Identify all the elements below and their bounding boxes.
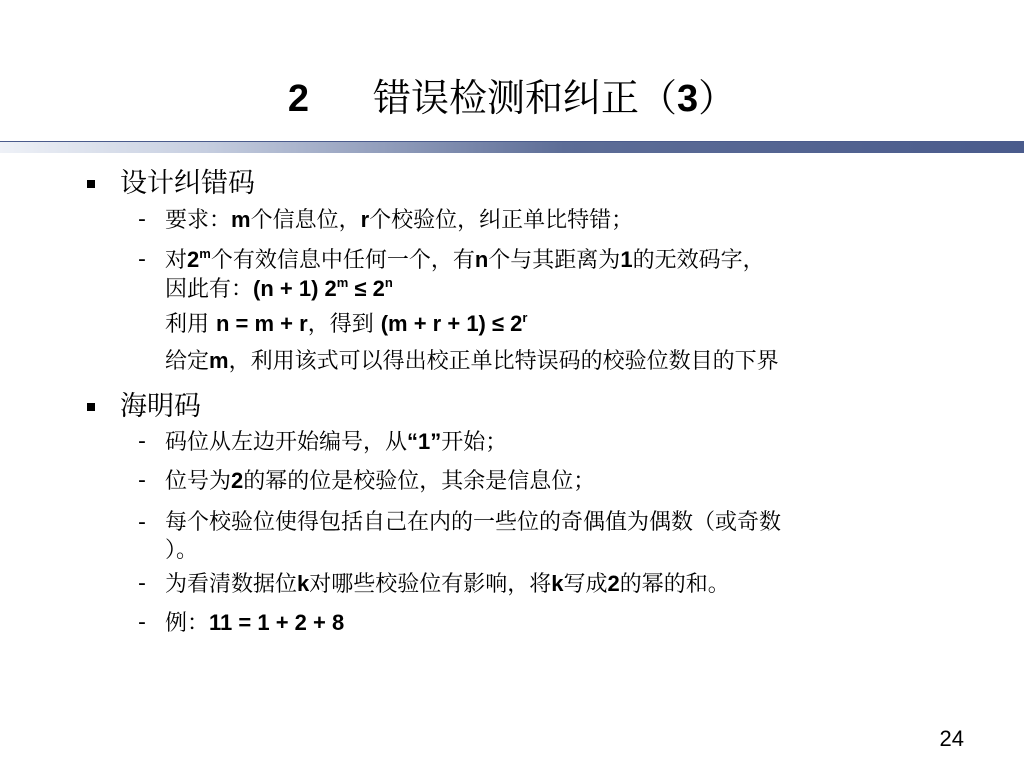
slide-title bbox=[0, 70, 1024, 127]
title-text: 错误检测和纠正（ bbox=[372, 76, 677, 120]
list-item-distance-formula: 因此有：(n + 1) $2^m \le 2^n$ bbox=[165, 275, 393, 302]
title-close-paren: ） bbox=[698, 76, 737, 120]
list-item-parity-rule-continued: ）。 bbox=[165, 538, 199, 563]
list-item-parity-rule: 每个校验位使得包括自己在内的一些位的奇偶值为偶数（或奇数 bbox=[165, 510, 782, 535]
title-divider bbox=[0, 141, 1024, 153]
section-heading-hamming-code: 海明码 bbox=[120, 391, 201, 422]
bullet-square-icon bbox=[87, 180, 95, 188]
list-item-distance: 对2$^m$个有效信息中任何一个，有n个与其距离为1的无效码字， bbox=[165, 246, 765, 273]
text-lower-bound: 给定m，利用该式可以得出校正单比特误码的校验位数目的下界 bbox=[165, 348, 779, 374]
dash-marker: - bbox=[138, 468, 146, 493]
list-item-parity-positions: 位号为2的幂的位是校验位，其余是信息位； bbox=[165, 468, 596, 494]
list-item-example: 例：11 = 1 + 2 + 8 bbox=[165, 610, 345, 636]
dash-marker: - bbox=[138, 247, 146, 272]
page-number: 24 bbox=[939, 726, 964, 751]
dash-marker: - bbox=[138, 429, 146, 454]
title-divider-line bbox=[0, 141, 1024, 142]
text-substitution-formula: 利用 n = m + r，得到 $(m + r + 1) \le 2^r$ bbox=[165, 310, 528, 337]
list-item-power-sum: 为看清数据位k对哪些校验位有影响，将k写成2的幂的和。 bbox=[165, 571, 730, 597]
section-heading-error-correcting-code: 设计纠错码 bbox=[120, 168, 255, 199]
list-item-requirements: 要求：m个信息位，r个校验位，纠正单比特错； bbox=[165, 207, 634, 233]
bullet-square-icon bbox=[87, 403, 95, 411]
dash-marker: - bbox=[138, 207, 146, 232]
dash-marker: - bbox=[138, 610, 146, 635]
title-number: 2 bbox=[287, 78, 309, 120]
dash-marker: - bbox=[138, 510, 146, 535]
title-paren-number: 3 bbox=[677, 78, 699, 120]
dash-marker: - bbox=[138, 571, 146, 596]
list-item-numbering: 码位从左边开始编号，从“1”开始； bbox=[165, 429, 508, 455]
